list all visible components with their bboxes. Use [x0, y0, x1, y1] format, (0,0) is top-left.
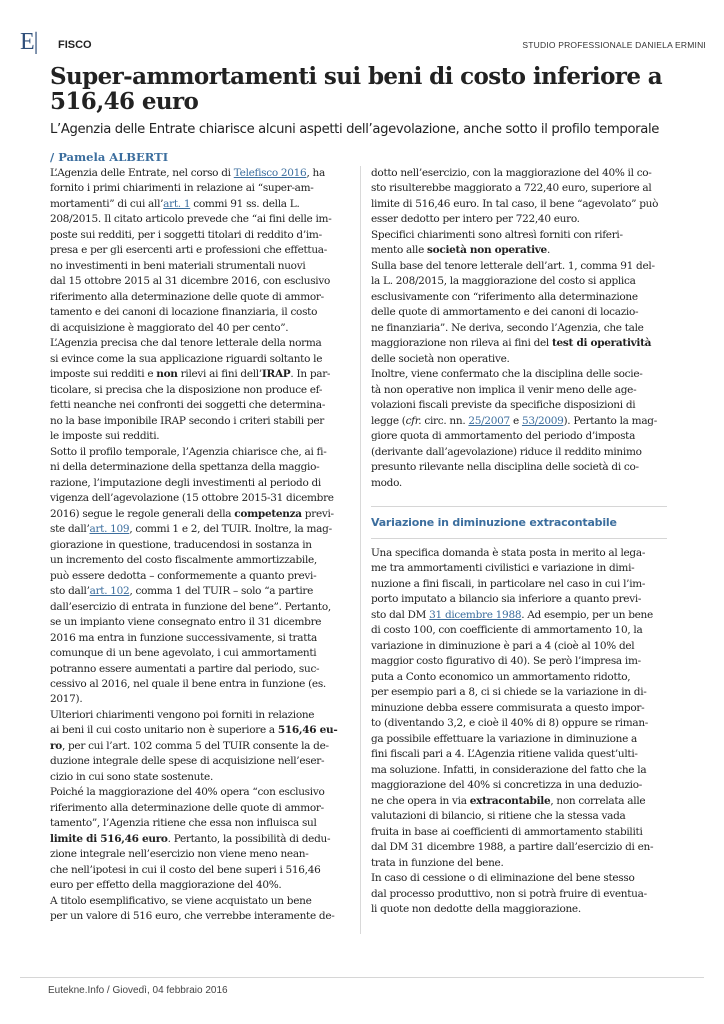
text-line: fornito i primi chiarimenti in relazione ai “super-am- — [50, 182, 314, 195]
bold-text: società non operative — [427, 244, 547, 257]
text-line: se un impianto viene consegnato entro il 31 dicembre — [50, 616, 322, 629]
page-header — [20, 29, 706, 57]
left-column — [50, 166, 350, 925]
text-line: sto risulterebbe maggiorato a 722,40 euro, superiore al — [371, 182, 652, 195]
title-line-2: 516,46 euro — [50, 88, 199, 115]
reference-link[interactable]: 31 dicembre 1988 — [429, 608, 522, 621]
studio-name: STUDIO PROFESSIONALE DANIELA ERMINI — [522, 40, 706, 50]
text-line: limite di 516,46 euro. In tal caso, il bene “agevolato” può — [371, 197, 659, 210]
text-line: Specifici chiarimenti sono altresì forniti con riferi- — [371, 228, 623, 241]
text-line: ni della determinazione della spettanza della maggio- — [50, 461, 320, 474]
text-line: ma soluzione. Infatti, in considerazione del fatto che la — [371, 763, 647, 776]
text-line: ne finanziaria”. Ne deriva, secondo l’Agenzia, che tale — [371, 321, 644, 334]
right-column-bottom — [371, 546, 671, 918]
text-line: cessivo al 2016, nel quale il bene entra in funzione (es. — [50, 677, 326, 690]
text-line: nuzione a fini fiscali, in particolare nel caso in cui l’im- — [371, 577, 646, 590]
text-line: ticolare, si precisa che la disposizione non produce ef- — [50, 383, 323, 396]
text-line: tamento”, l’Agenzia ritiene che essa non influisca sul — [50, 817, 317, 830]
text-line: che nell’ipotesi in cui il costo del bene superi i 516,46 — [50, 863, 321, 876]
text-line: fruita in base ai coefficienti di ammortamento stabiliti — [371, 825, 643, 838]
article-author: / Pamela ALBERTI — [50, 150, 169, 164]
text-line: porto imputato a bilancio sia inferiore a quanto previ- — [371, 593, 642, 606]
text-line: maggior costo figurativo di 40). Se però l’impresa im- — [371, 655, 641, 668]
text-line: giore quota di ammortamento del periodo d’imposta — [371, 430, 636, 443]
page-footer: Eutekne.Info / Giovedì, 04 febbraio 2016 — [48, 985, 228, 996]
text-line: (derivante dall’agevolazione) riduce il reddito minimo — [371, 445, 642, 458]
text-line: L’Agenzia delle Entrate, nel corso di Telefisco 2016, ha — [50, 167, 325, 179]
text-line: dall’esercizio di entrata in funzione del bene”. Pertanto, — [50, 600, 331, 613]
bold-text: ro — [50, 739, 62, 752]
reference-link[interactable]: art. 102 — [89, 585, 130, 598]
text-line: maggiorazione del 40% si concretizza in una deduzio- — [371, 779, 643, 792]
reference-link[interactable]: 53/2009 — [521, 414, 564, 427]
bold-text: IRAP — [261, 368, 291, 381]
reference-link[interactable]: Telefisco 2016 — [233, 167, 307, 179]
text-line: 2016) segue le regole generali della competenza previ- — [50, 507, 334, 520]
text-line: tamento e dei canoni di locazione finanziaria, il costo — [50, 306, 318, 319]
text-line: duzione integrale delle spese di acquisizione nell’eser- — [50, 755, 325, 768]
text-line: si evince come la sua applicazione riguardi soltanto le — [50, 352, 323, 365]
bold-text: extracontabile — [469, 794, 551, 807]
text-line: ne che opera in via extracontabile, non correlata alle — [371, 794, 646, 807]
text-line: delle società non operative. — [371, 352, 510, 365]
text-line: Sulla base del tenore letterale dell’art. 1, comma 91 del- — [371, 259, 655, 272]
text-line: trata in funzione del bene. — [371, 856, 504, 869]
text-line: fini fiscali pari a 4. L’Agenzia ritiene valida quest’ulti- — [371, 748, 638, 761]
text-line: Poiché la maggiorazione del 40% opera “con esclusivo — [50, 786, 325, 799]
eutekne-logo: E| — [20, 29, 38, 55]
text-line: per un valore di 516 euro, che verrebbe interamente de- — [50, 910, 335, 923]
text-line: dal processo produttivo, non si potrà fruire di eventua- — [371, 887, 647, 900]
text-line: euro per effetto della maggiorazione del 40%. — [50, 879, 282, 892]
text-line: imposte sui redditi e non rilevi ai fini dell’IRAP. In par- — [50, 368, 331, 381]
text-line: Una specifica domanda è stata posta in merito al lega- — [371, 547, 646, 559]
text-line: può essere dedotta – conformemente a quanto previ- — [50, 569, 317, 582]
text-line: puta a Conto economico un ammortamento ridotto, — [371, 670, 631, 683]
right-column-top — [371, 166, 671, 491]
text-line: A titolo esemplificativo, se viene acquistato un bene — [50, 894, 312, 907]
text-line: sto dall’art. 102, comma 1 del TUIR – solo “a partire — [50, 585, 314, 598]
text-line: variazione in diminuzione è pari a 4 (cioè al 10% del — [371, 639, 635, 652]
text-line: maggiorazione non rileva ai fini del test di operatività — [371, 337, 652, 350]
footer-rule — [20, 977, 704, 978]
article-title — [50, 64, 670, 114]
text-line: Sotto il profilo temporale, l’Agenzia chiarisce che, ai fi- — [50, 445, 327, 458]
bold-text: 516,46 eu- — [277, 724, 338, 737]
text-line: Ulteriori chiarimenti vengono poi forniti in relazione — [50, 708, 315, 721]
text-line: sto dal DM 31 dicembre 1988. Ad esempio, per un bene — [371, 608, 653, 621]
text-line: esser dedotto per intero per 722,40 euro. — [371, 213, 580, 226]
text-line: poste sui redditi, per i soggetti titolari di reddito d’im- — [50, 228, 322, 241]
text-line: di costo 100, con coefficiente di ammortamento 10, la — [371, 624, 643, 637]
text-line: legge (cfr. circ. nn. 25/2007 e 53/2009). Pertanto la mag- — [371, 414, 657, 427]
text-line: delle quote di ammortamento e dei canoni di locazio- — [371, 306, 639, 319]
text-line: 208/2015. Il citato articolo prevede che “ai fini delle im- — [50, 213, 332, 226]
text-line: limite di 516,46 euro. Pertanto, la possibilità di dedu- — [50, 832, 331, 845]
text-line: volazioni fiscali previste da specifiche disposizioni di — [371, 399, 636, 412]
text-line: to (diventando 3,2, e cioè il 40% di 8) oppure se riman- — [371, 717, 649, 730]
text-line: dal DM 31 dicembre 1988, a partire dall’esercizio di en- — [371, 841, 654, 854]
text-line: fetti neanche nei confronti dei soggetti che determina- — [50, 399, 326, 412]
text-line: ai beni il cui costo unitario non è superiore a 516,46 eu- — [50, 724, 338, 737]
italic-text: cfr. — [405, 414, 422, 427]
text-line: ste dall’art. 109, commi 1 e 2, del TUIR. Inoltre, la mag- — [50, 523, 332, 536]
text-line: un incremento del costo fiscalmente ammortizzabile, — [50, 554, 317, 567]
column-divider — [360, 166, 361, 934]
section-rule-bottom — [371, 538, 667, 539]
text-line: esclusivamente con “riferimento alla determinazione — [371, 290, 638, 303]
text-line: la L. 208/2015, la maggiorazione del costo si applica — [371, 275, 636, 288]
text-line: modo. — [371, 476, 402, 489]
text-line: me tra ammortamenti civilistici e variazione in dimi- — [371, 562, 635, 575]
text-line: cizio in cui sono state sostenute. — [50, 770, 213, 783]
section-label: FISCO — [58, 39, 92, 51]
text-line: minuzione debba essere commisurata a questo impor- — [371, 701, 645, 714]
text-line: In caso di cessione o di eliminazione del bene stesso — [371, 872, 635, 885]
text-line: dal 15 ottobre 2015 al 31 dicembre 2016, con esclusivo — [50, 275, 330, 288]
text-line: mento alle società non operative. — [371, 244, 550, 257]
text-line: riferimento alla determinazione delle quote di ammor- — [50, 290, 324, 303]
text-line: 2017). — [50, 693, 83, 706]
bold-text: competenza — [234, 507, 302, 520]
reference-link[interactable]: art. 109 — [89, 523, 130, 536]
text-line: zione integrale nell’esercizio non viene meno nean- — [50, 848, 309, 861]
text-line: 2016 ma entra in funzione successivamente, si tratta — [50, 631, 317, 644]
article-subtitle: L’Agenzia delle Entrate chiarisce alcuni aspetti dell’agevolazione, anche sotto il profilo temporale — [50, 122, 660, 137]
text-line: di acquisizione è maggiorato del 40 per cento”. — [50, 321, 289, 334]
text-line: ga possibile effettuare la variazione in diminuzione a — [371, 732, 637, 745]
text-line: comunque di un bene agevolato, i cui ammortamenti — [50, 647, 317, 660]
text-line: valutazioni di bilancio, si ritiene che la stessa vada — [371, 810, 626, 823]
text-line: tà non operative non implica il venir meno delle age- — [371, 383, 637, 396]
bold-text: non — [156, 368, 178, 381]
text-line: L’Agenzia precisa che dal tenore letterale della norma — [50, 337, 322, 350]
text-line: no investimenti in beni materiali strumentali nuovi — [50, 259, 306, 272]
text-line: vigenza dell’agevolazione (15 ottobre 2015-31 dicembre — [50, 492, 334, 505]
bold-text: limite di 516,46 euro — [50, 832, 168, 845]
text-line: potranno essere aumentati a partire dal periodo, suc- — [50, 662, 320, 675]
text-line: ro, per cui l’art. 102 comma 5 del TUIR consente la de- — [50, 739, 329, 752]
text-line: presunto rilevante nella disciplina delle società di co- — [371, 461, 639, 474]
text-line: le imposte sui redditi. — [50, 430, 160, 443]
text-line: presa e per gli esercenti arti e professioni che effettua- — [50, 244, 327, 257]
title-line-1: Super-ammortamenti sui beni di costo inferiore a — [50, 63, 663, 90]
reference-link[interactable]: art. 1 — [163, 197, 191, 210]
text-line: per esempio pari a 8, ci si chiede se la variazione in di- — [371, 686, 647, 699]
text-line: giorazione in questione, traducendosi in sostanza in — [50, 538, 312, 551]
bold-text: test di operatività — [552, 337, 652, 350]
text-line: riferimento alla determinazione delle quote di ammor- — [50, 801, 324, 814]
section-heading-block — [371, 506, 667, 539]
text-line: razione, l’imputazione degli investimenti al periodo di — [50, 476, 321, 489]
text-line: dotto nell’esercizio, con la maggiorazione del 40% il co- — [371, 167, 652, 179]
text-line: mortamenti” di cui all’art. 1 commi 91 ss. della L. — [50, 197, 300, 210]
text-line: li quote non dedotte della maggiorazione. — [371, 903, 581, 916]
text-line: Inoltre, viene confermato che la disciplina delle socie- — [371, 368, 643, 381]
section-heading: Variazione in diminuzione extracontabile — [371, 516, 617, 529]
text-line: no la base imponibile IRAP secondo i criteri stabili per — [50, 414, 325, 427]
reference-link[interactable]: 25/2007 — [468, 414, 510, 427]
